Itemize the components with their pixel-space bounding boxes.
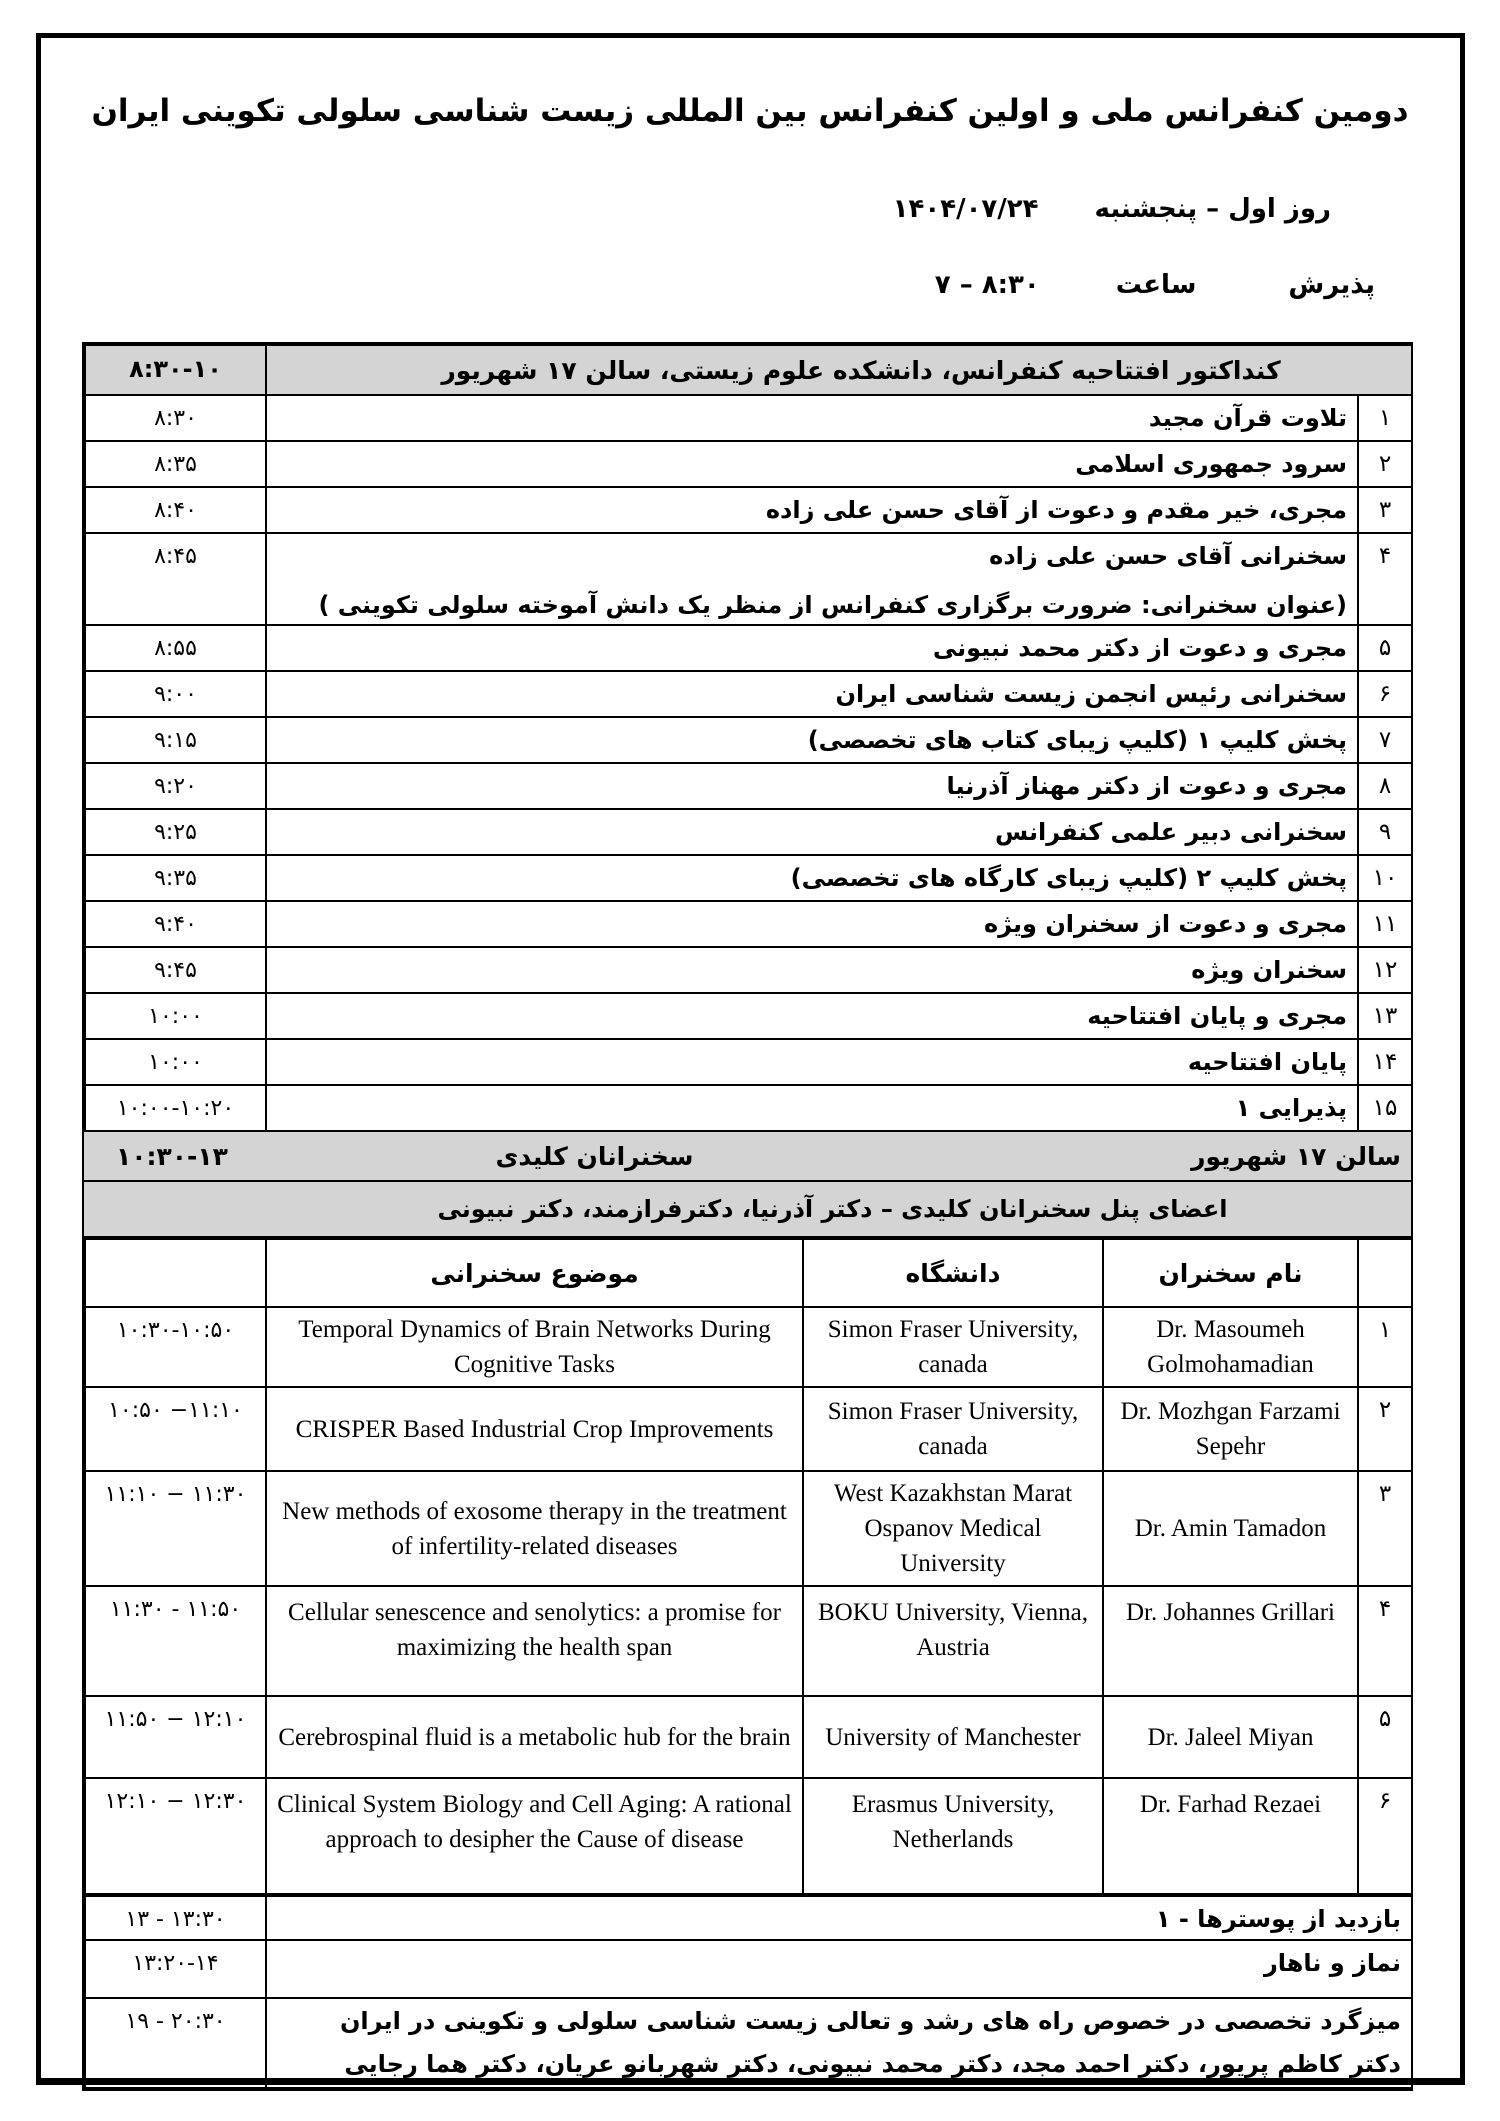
row-university: Simon Fraser University, canada <box>803 1387 1103 1471</box>
keynote-header-university: دانشگاه <box>803 1239 1103 1307</box>
row-title-main: سخنرانی آقای حسن علی زاده <box>989 542 1347 570</box>
table-row <box>85 625 1412 671</box>
row-topic: Cellular senescence and senolytics: a promise for maximizing the health span <box>266 1586 803 1696</box>
table-row <box>85 1307 1412 1387</box>
table-row <box>85 717 1412 763</box>
row-number: ۵ <box>1358 625 1412 671</box>
schedule-tables <box>82 342 1413 2091</box>
row-number: ۳ <box>1358 487 1412 533</box>
reception-label: پذیرش <box>1288 270 1375 300</box>
row-time: ۱۰:۳۰-۱۰:۵۰ <box>85 1307 266 1387</box>
row-time: ۱۳ - ۱۳:۳۰ <box>85 1896 266 1940</box>
table-row <box>85 1896 1412 1940</box>
keynote-header-topic: موضوع سخنرانی <box>266 1239 803 1307</box>
row-speaker-name: Dr. Amin Tamadon <box>1103 1471 1358 1586</box>
row-time: ۹:۳۵ <box>85 855 266 901</box>
day-label: روز اول – پنجشنبه <box>1094 194 1331 224</box>
row-number: ۲ <box>1358 441 1412 487</box>
row-topic: Temporal Dynamics of Brain Networks During Cognitive Tasks <box>266 1307 803 1387</box>
table-row <box>85 763 1412 809</box>
row-title: نماز و ناهار <box>266 1940 1412 1998</box>
row-title-sub: (عنوان سخنرانی: ضرورت برگزاری کنفرانس از منظر یک دانش آموخته سلولی تکوینی ) <box>318 591 1347 619</box>
row-speaker-name: Dr. Farhad Rezaei <box>1103 1778 1358 1894</box>
row-number: ۱۰ <box>1358 855 1412 901</box>
row-number: ۶ <box>1358 671 1412 717</box>
row-title: سخنرانی رئیس انجمن زیست شناسی ایران <box>266 671 1358 717</box>
table-row <box>85 1940 1412 1998</box>
table-row <box>85 1039 1412 1085</box>
table-row <box>85 809 1412 855</box>
table-row <box>85 1471 1412 1586</box>
roundtable-panelists: دکتر کاظم پریور، دکتر احمد مجد، دکتر محمد نبیونی، دکتر شهربانو عریان، دکتر هما رجایی <box>344 2050 1401 2078</box>
row-number: ۹ <box>1358 809 1412 855</box>
day-date-line <box>893 194 1331 224</box>
row-title: مجری و پایان افتتاحیه <box>266 993 1358 1039</box>
row-time: ۱۰:۰۰ <box>85 993 266 1039</box>
roundtable-title: میزگرد تخصصی در خصوص راه های رشد و تعالی زیست شناسی سلولی و تکوینی در ایران <box>339 2007 1401 2035</box>
session-title: سخنرانان کلیدی <box>495 1141 694 1171</box>
row-time: ۸:۵۵ <box>85 625 266 671</box>
opening-header-row <box>85 345 1412 395</box>
row-speaker-name: Dr. Masoumeh Golmohamadian <box>1103 1307 1358 1387</box>
opening-ceremony-table <box>84 344 1413 1132</box>
table-row <box>85 487 1412 533</box>
row-title: بازدید از پوسترها - ۱ <box>266 1896 1412 1940</box>
row-title: پذیرایی ۱ <box>266 1085 1358 1131</box>
row-university: University of Manchester <box>803 1696 1103 1778</box>
table-row <box>85 1778 1412 1894</box>
row-time: ۹:۲۵ <box>85 809 266 855</box>
row-time: ۹:۴۵ <box>85 947 266 993</box>
row-time: ۱۱:۳۰ - ۱۱:۵۰ <box>85 1586 266 1696</box>
keynote-session-bar <box>84 1132 1411 1182</box>
table-row <box>85 1998 1412 2088</box>
keynote-panel-note: اعضای پنل سخنرانان کلیدی – دکتر آذرنیا، دکترفرازمند، دکتر نبیونی <box>84 1182 1411 1238</box>
row-speaker-name: Dr. Jaleel Miyan <box>1103 1696 1358 1778</box>
table-row <box>85 947 1412 993</box>
row-title: سخنرانی دبیر علمی کنفرانس <box>266 809 1358 855</box>
row-number: ۴ <box>1358 1586 1412 1696</box>
keynote-header-name: نام سخنران <box>1103 1239 1358 1307</box>
reception-time-value: ۸:۳۰ – ۷ <box>934 270 1040 300</box>
page-title: دومین کنفرانس ملی و اولین کنفرانس بین المللی زیست شناسی سلولی تکوینی ایران <box>91 93 1409 129</box>
row-title: سخنران ویژه <box>266 947 1358 993</box>
opening-header-title: کنداکتور افتتاحیه کنفرانس، دانشکده علوم زیستی، سالن ۱۷ شهریور <box>266 345 1412 395</box>
table-row <box>85 441 1412 487</box>
row-number: ۱ <box>1358 395 1412 441</box>
row-topic: Cerebrospinal fluid is a metabolic hub for the brain <box>266 1696 803 1778</box>
row-title: مجری، خیر مقدم و دعوت از آقای حسن علی زاده <box>266 487 1358 533</box>
row-time: ۱۰:۵۰ −۱۱:۱۰ <box>85 1387 266 1471</box>
row-speaker-name: Dr. Johannes Grillari <box>1103 1586 1358 1696</box>
reception-line <box>935 270 1375 300</box>
row-number: ۱ <box>1358 1307 1412 1387</box>
row-time: ۹:۴۰ <box>85 901 266 947</box>
row-number: ۶ <box>1358 1778 1412 1894</box>
row-speaker-name: Dr. Mozhgan Farzami Sepehr <box>1103 1387 1358 1471</box>
table-row <box>85 1387 1412 1471</box>
table-row <box>85 1586 1412 1696</box>
keynote-header-number <box>1358 1239 1412 1307</box>
row-title: مجری و دعوت از دکتر محمد نبیونی <box>266 625 1358 671</box>
row-title: مجری و دعوت از دکتر مهناز آذرنیا <box>266 763 1358 809</box>
row-time: ۱۰:۰۰ <box>85 1039 266 1085</box>
table-row <box>85 855 1412 901</box>
row-number: ۱۴ <box>1358 1039 1412 1085</box>
row-university: Simon Fraser University, canada <box>803 1307 1103 1387</box>
row-number: ۱۳ <box>1358 993 1412 1039</box>
keynote-header-row <box>85 1239 1412 1307</box>
row-number: ۱۲ <box>1358 947 1412 993</box>
row-number: ۴ <box>1358 533 1412 625</box>
row-number: ۱۵ <box>1358 1085 1412 1131</box>
opening-header-time: ۸:۳۰-۱۰ <box>85 345 266 395</box>
row-university: BOKU University, Vienna, Austria <box>803 1586 1103 1696</box>
row-time: ۹:۲۰ <box>85 763 266 809</box>
row-time: ۱۹ - ۲۰:۳۰ <box>85 1998 266 2088</box>
row-title: سرود جمهوری اسلامی <box>266 441 1358 487</box>
reception-time-word: ساعت <box>1115 270 1197 300</box>
row-time: ۸:۳۵ <box>85 441 266 487</box>
row-number: ۵ <box>1358 1696 1412 1778</box>
row-title: تلاوت قرآن مجید <box>266 395 1358 441</box>
keynote-speakers-table <box>84 1238 1413 1895</box>
table-row <box>85 671 1412 717</box>
table-row <box>85 533 1412 625</box>
keynote-header-time <box>85 1239 266 1307</box>
row-time: ۱۱:۱۰ − ۱۱:۳۰ <box>85 1471 266 1586</box>
row-number: ۷ <box>1358 717 1412 763</box>
row-title <box>266 533 1358 625</box>
row-time: ۹:۱۵ <box>85 717 266 763</box>
row-time: ۸:۴۵ <box>85 533 266 625</box>
row-university: Erasmus University, Netherlands <box>803 1778 1103 1894</box>
row-number: ۱۱ <box>1358 901 1412 947</box>
table-row <box>85 993 1412 1039</box>
row-title <box>266 1998 1412 2088</box>
row-title: مجری و دعوت از سخنران ویژه <box>266 901 1358 947</box>
row-number: ۳ <box>1358 1471 1412 1586</box>
row-university: West Kazakhstan Marat Ospanov Medical University <box>803 1471 1103 1586</box>
row-title: پایان افتتاحیه <box>266 1039 1358 1085</box>
row-title: پخش کلیپ ۲ (کلیپ زیبای کارگاه های تخصصی) <box>266 855 1358 901</box>
table-row <box>85 1696 1412 1778</box>
row-topic: New methods of exosome therapy in the treatment of infertility-related diseases <box>266 1471 803 1586</box>
table-row <box>85 395 1412 441</box>
row-time: ۱۲:۱۰ − ۱۲:۳۰ <box>85 1778 266 1894</box>
row-time: ۱۰:۰۰-۱۰:۲۰ <box>85 1085 266 1131</box>
row-time: ۱۳:۲۰-۱۴ <box>85 1940 266 1998</box>
table-row <box>85 1085 1412 1131</box>
row-topic: Clinical System Biology and Cell Aging: A rational approach to desipher the Cause of disease <box>266 1778 803 1894</box>
row-number: ۲ <box>1358 1387 1412 1471</box>
session-time: ۱۰:۳۰-۱۳ <box>116 1141 228 1171</box>
session-hall: سالن ۱۷ شهریور <box>1191 1141 1401 1171</box>
closing-table <box>84 1895 1413 2089</box>
row-title: پخش کلیپ ۱ (کلیپ زیبای کتاب های تخصصی) <box>266 717 1358 763</box>
table-row <box>85 901 1412 947</box>
row-time: ۱۱:۵۰ − ۱۲:۱۰ <box>85 1696 266 1778</box>
row-number: ۸ <box>1358 763 1412 809</box>
row-topic: CRISPER Based Industrial Crop Improvements <box>266 1387 803 1471</box>
row-time: ۸:۳۰ <box>85 395 266 441</box>
row-time: ۹:۰۰ <box>85 671 266 717</box>
date-value: ۱۴۰۴/۰۷/۲۴ <box>892 194 1039 224</box>
row-time: ۸:۴۰ <box>85 487 266 533</box>
